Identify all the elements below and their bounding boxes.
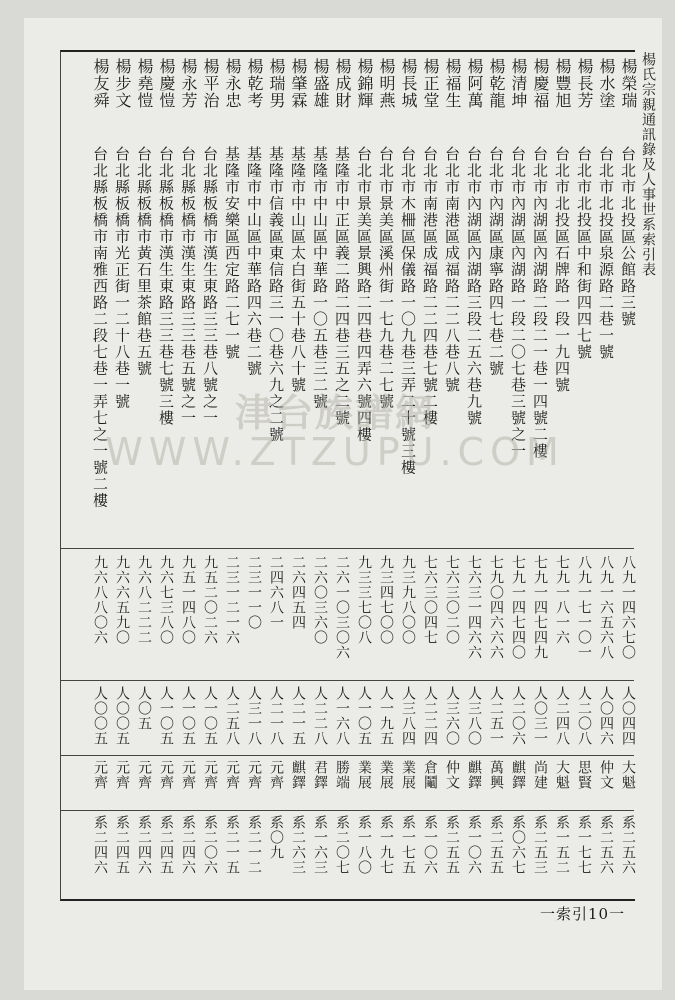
entry-name: 楊盛雄 <box>311 58 330 109</box>
entry-phone: 八九一七一〇一 <box>576 555 592 660</box>
divider-line <box>60 755 634 756</box>
entry-generation-name: 元齊 <box>136 760 152 790</box>
entry-lineage-code: 系一五二 <box>554 815 570 875</box>
entry-page-ref: 人〇〇五 <box>114 686 130 746</box>
entry-generation-name: 元齊 <box>202 760 218 790</box>
entry-address: 台北市北投區中和街四四七號 <box>575 146 593 361</box>
entry-lineage-code: 系二四六 <box>136 815 152 875</box>
entry-page-ref: 人〇五 <box>136 686 152 731</box>
entry-lineage-code: 系〇六七 <box>510 815 526 875</box>
entry-page-ref: 人二〇八 <box>576 686 592 746</box>
entry-phone: 七六三〇四七 <box>422 555 438 645</box>
entry-address: 台北市木柵區保儀路一〇九巷三弄二十號三樓 <box>399 146 417 476</box>
entry-lineage-code: 系一七五 <box>400 815 416 875</box>
entry-phone: 九六八八〇六 <box>92 555 108 645</box>
entry-generation-name: 元齊 <box>92 760 108 790</box>
entry-phone: 七六三一四六六 <box>466 555 482 660</box>
entry-address: 台北縣板橋市南雅西路二段七巷一弄七之一號二樓 <box>91 146 109 509</box>
entry-lineage-code: 系二四五 <box>114 815 130 875</box>
entry-phone: 七九一八一六 <box>554 555 570 645</box>
entry-generation-name: 麒鐸 <box>466 760 482 790</box>
entry-phone: 八九一六五六八 <box>598 555 614 660</box>
entry-generation-name: 元齊 <box>180 760 196 790</box>
entry-lineage-code: 系二一五 <box>224 815 240 875</box>
entry-address: 台北市景美區景興路二四巷四弄六號四樓 <box>355 146 373 443</box>
entry-lineage-code: 系一七七 <box>576 815 592 875</box>
entry-address: 台北縣板橋市漢生東路三三巷五號之一 <box>179 146 197 427</box>
entry-lineage-code: 系二〇六 <box>202 815 218 875</box>
entry-phone: 九六八二二二 <box>136 555 152 645</box>
entry-name: 楊乾考 <box>245 58 264 109</box>
entry-lineage-code: 系二四六 <box>92 815 108 875</box>
entry-page-ref: 人〇四四 <box>620 686 636 746</box>
entry-phone: 七六三〇二〇 <box>444 555 460 645</box>
entry-phone: 九三九八〇〇 <box>400 555 416 645</box>
entry-address: 台北縣板橋市黃石里茶館巷五號 <box>135 146 153 377</box>
entry-page-ref: 人三六〇 <box>444 686 460 746</box>
entry-name: 楊正堂 <box>421 58 440 109</box>
entry-address: 台北市內湖區康寧路四七巷二號 <box>487 146 505 377</box>
entry-page-ref: 人一六八 <box>334 686 350 746</box>
entry-lineage-code: 系二五六 <box>620 815 636 875</box>
entry-generation-name: 尚建 <box>532 760 548 790</box>
entry-name: 楊永忠 <box>223 58 242 109</box>
entry-generation-name: 元齊 <box>158 760 174 790</box>
entry-lineage-code: 系二五六 <box>598 815 614 875</box>
entry-generation-name: 仲文 <box>444 760 460 790</box>
entry-lineage-code: 系二一二 <box>246 815 262 875</box>
entry-address: 台北縣板橋市漢生東路三三巷七號三樓 <box>157 146 175 427</box>
entry-generation-name: 元齊 <box>224 760 240 790</box>
entry-address: 台北市內湖區內湖路三段二五六巷九號 <box>465 146 483 427</box>
entry-lineage-code: 系二四五 <box>158 815 174 875</box>
entry-page-ref: 人三一八 <box>246 686 262 746</box>
entry-lineage-code: 系一八〇 <box>356 815 372 875</box>
page-number: 一索引10一 <box>540 905 626 923</box>
entry-page-ref: 人二一五 <box>290 686 306 746</box>
entry-name: 楊步文 <box>113 58 132 109</box>
entry-name: 楊豐旭 <box>553 58 572 109</box>
entry-address: 台北市內湖區內湖路一段二〇七巷三號之一 <box>509 146 527 460</box>
entry-address: 台北市北投區泉源路二巷一號 <box>597 146 615 361</box>
entry-lineage-code: 系〇九 <box>268 815 284 860</box>
entry-name: 楊肇霖 <box>289 58 308 109</box>
entry-name: 楊成財 <box>333 58 352 109</box>
entry-phone: 九六七三八〇 <box>158 555 174 645</box>
entry-phone: 二三一二一六 <box>224 555 240 645</box>
entry-page-ref: 人一九五 <box>378 686 394 746</box>
entry-page-ref: 人二五八 <box>224 686 240 746</box>
entry-generation-name: 仲文 <box>598 760 614 790</box>
entry-page-ref: 人〇三一 <box>532 686 548 746</box>
entry-name: 楊友舜 <box>91 58 110 109</box>
entry-phone: 九五一四八〇 <box>180 555 196 645</box>
entry-page-ref: 人二五一 <box>488 686 504 746</box>
entry-phone: 二三一一〇 <box>246 555 262 630</box>
entry-lineage-code: 系一六三 <box>312 815 328 875</box>
entry-address: 台北市北投區石牌路一段一九四號 <box>553 146 571 394</box>
entry-name: 楊慶福 <box>531 58 550 109</box>
entry-lineage-code: 系二五五 <box>488 815 504 875</box>
entry-lineage-code: 系二五五 <box>444 815 460 875</box>
entry-name: 楊瑞男 <box>267 58 286 109</box>
entry-generation-name: 萬興 <box>488 760 504 790</box>
entry-page-ref: 人一〇五 <box>158 686 174 746</box>
entry-generation-name: 元齊 <box>268 760 284 790</box>
entry-address: 台北市南港區成福路二二八巷八號 <box>443 146 461 394</box>
entry-name: 楊福生 <box>443 58 462 109</box>
entry-lineage-code: 系二〇七 <box>334 815 350 875</box>
entry-generation-name: 君鐸 <box>312 760 328 790</box>
entry-name: 楊阿萬 <box>465 58 484 109</box>
entry-name: 楊乾龍 <box>487 58 506 109</box>
entry-phone: 九三四七〇〇 <box>378 555 394 645</box>
entry-generation-name: 業展 <box>356 760 372 790</box>
entry-address: 台北市內湖區內湖路二段二一巷一四號二樓 <box>531 146 549 460</box>
entry-lineage-code: 系一〇六 <box>422 815 438 875</box>
entry-page-ref: 人二四八 <box>554 686 570 746</box>
entry-generation-name: 麒鐸 <box>290 760 306 790</box>
entry-name: 楊慶愷 <box>157 58 176 109</box>
entry-page-ref: 人〇〇五 <box>92 686 108 746</box>
entry-generation-name: 勝端 <box>334 760 350 790</box>
page-header: 楊氏宗親通訊錄及人事世系索引表 <box>640 52 656 277</box>
entry-phone: 九六六五九〇 <box>114 555 130 645</box>
watermark-url: WWW.ZTZUPU.COM <box>105 430 565 474</box>
entry-page-ref: 人二二四 <box>422 686 438 746</box>
entry-address: 台北縣板橋市光正街一二十八巷一號 <box>113 146 131 410</box>
entry-phone: 二四六八一 <box>268 555 284 630</box>
entry-name: 楊長城 <box>399 58 418 109</box>
entry-address: 基隆市中山區中華路四六巷二號 <box>245 146 263 377</box>
entry-page-ref: 人二二八 <box>312 686 328 746</box>
entry-generation-name: 業展 <box>400 760 416 790</box>
entry-name: 楊明燕 <box>377 58 396 109</box>
entry-phone: 七九一四七四〇 <box>510 555 526 660</box>
entry-generation-name: 倉鬮 <box>422 760 438 790</box>
entry-lineage-code: 系二四六 <box>180 815 196 875</box>
entry-address: 基隆市中山區太白街五十巷八十號 <box>289 146 307 394</box>
entry-page-ref: 人二〇六 <box>510 686 526 746</box>
entry-page-ref: 人二一八 <box>268 686 284 746</box>
entry-phone: 七九一四七四九 <box>532 555 548 660</box>
entry-name: 楊水塗 <box>597 58 616 109</box>
entry-generation-name: 大魁 <box>554 760 570 790</box>
divider-line <box>60 680 634 681</box>
entry-generation-name: 元齊 <box>246 760 262 790</box>
entry-address: 基隆市中正區義二路二四巷三五之二號 <box>333 146 351 427</box>
entry-lineage-code: 系二六三 <box>290 815 306 875</box>
entry-generation-name: 大魁 <box>620 760 636 790</box>
entry-page-ref: 人〇四六 <box>598 686 614 746</box>
divider-line <box>60 548 634 549</box>
divider-line <box>60 810 634 811</box>
entry-lineage-code: 系二五三 <box>532 815 548 875</box>
entry-address: 基隆市中山區中華路一〇五巷三二號 <box>311 146 329 410</box>
entry-address: 基隆市安樂區西定路二七一號 <box>223 146 241 361</box>
entry-name: 楊錦輝 <box>355 58 374 109</box>
entry-generation-name: 元齊 <box>114 760 130 790</box>
entry-address: 台北市北投區公館路三號 <box>619 146 637 328</box>
entry-lineage-code: 系一九七 <box>378 815 394 875</box>
entry-lineage-code: 系一〇六 <box>466 815 482 875</box>
entry-name: 楊長芳 <box>575 58 594 109</box>
entry-phone: 八九一四六七〇 <box>620 555 636 660</box>
entry-page-ref: 人一〇五 <box>202 686 218 746</box>
entry-name: 楊堯愷 <box>135 58 154 109</box>
entry-address: 台北縣板橋市漢生東路三三巷八號之一 <box>201 146 219 427</box>
entry-generation-name: 麒鐸 <box>510 760 526 790</box>
entry-phone: 二六一〇三〇六 <box>334 555 350 660</box>
entry-name: 楊清坤 <box>509 58 528 109</box>
entry-name: 楊平治 <box>201 58 220 109</box>
entry-name: 楊榮瑞 <box>619 58 638 109</box>
entry-generation-name: 思賢 <box>576 760 592 790</box>
entry-phone: 七九〇四六六六 <box>488 555 504 660</box>
entry-name: 楊永芳 <box>179 58 198 109</box>
entry-phone: 二六〇三六〇 <box>312 555 328 645</box>
entry-page-ref: 人三八四 <box>400 686 416 746</box>
entry-page-ref: 人一〇五 <box>356 686 372 746</box>
entry-phone: 九三三七〇八 <box>356 555 372 645</box>
entry-address: 基隆市信義區東信路三一〇巷六九之二號 <box>267 146 285 443</box>
entry-generation-name: 業展 <box>378 760 394 790</box>
entry-phone: 二六四五四 <box>290 555 306 630</box>
entry-phone: 九五二〇二六 <box>202 555 218 645</box>
watermark: 津台族譜網 <box>234 391 435 435</box>
entry-page-ref: 人一〇五 <box>180 686 196 746</box>
entry-address: 台北市南港區成福路二二四巷七號二樓 <box>421 146 439 427</box>
entry-address: 台北市景美區溪州街一七九巷二七號 <box>377 146 395 410</box>
entry-page-ref: 人三八〇 <box>466 686 482 746</box>
